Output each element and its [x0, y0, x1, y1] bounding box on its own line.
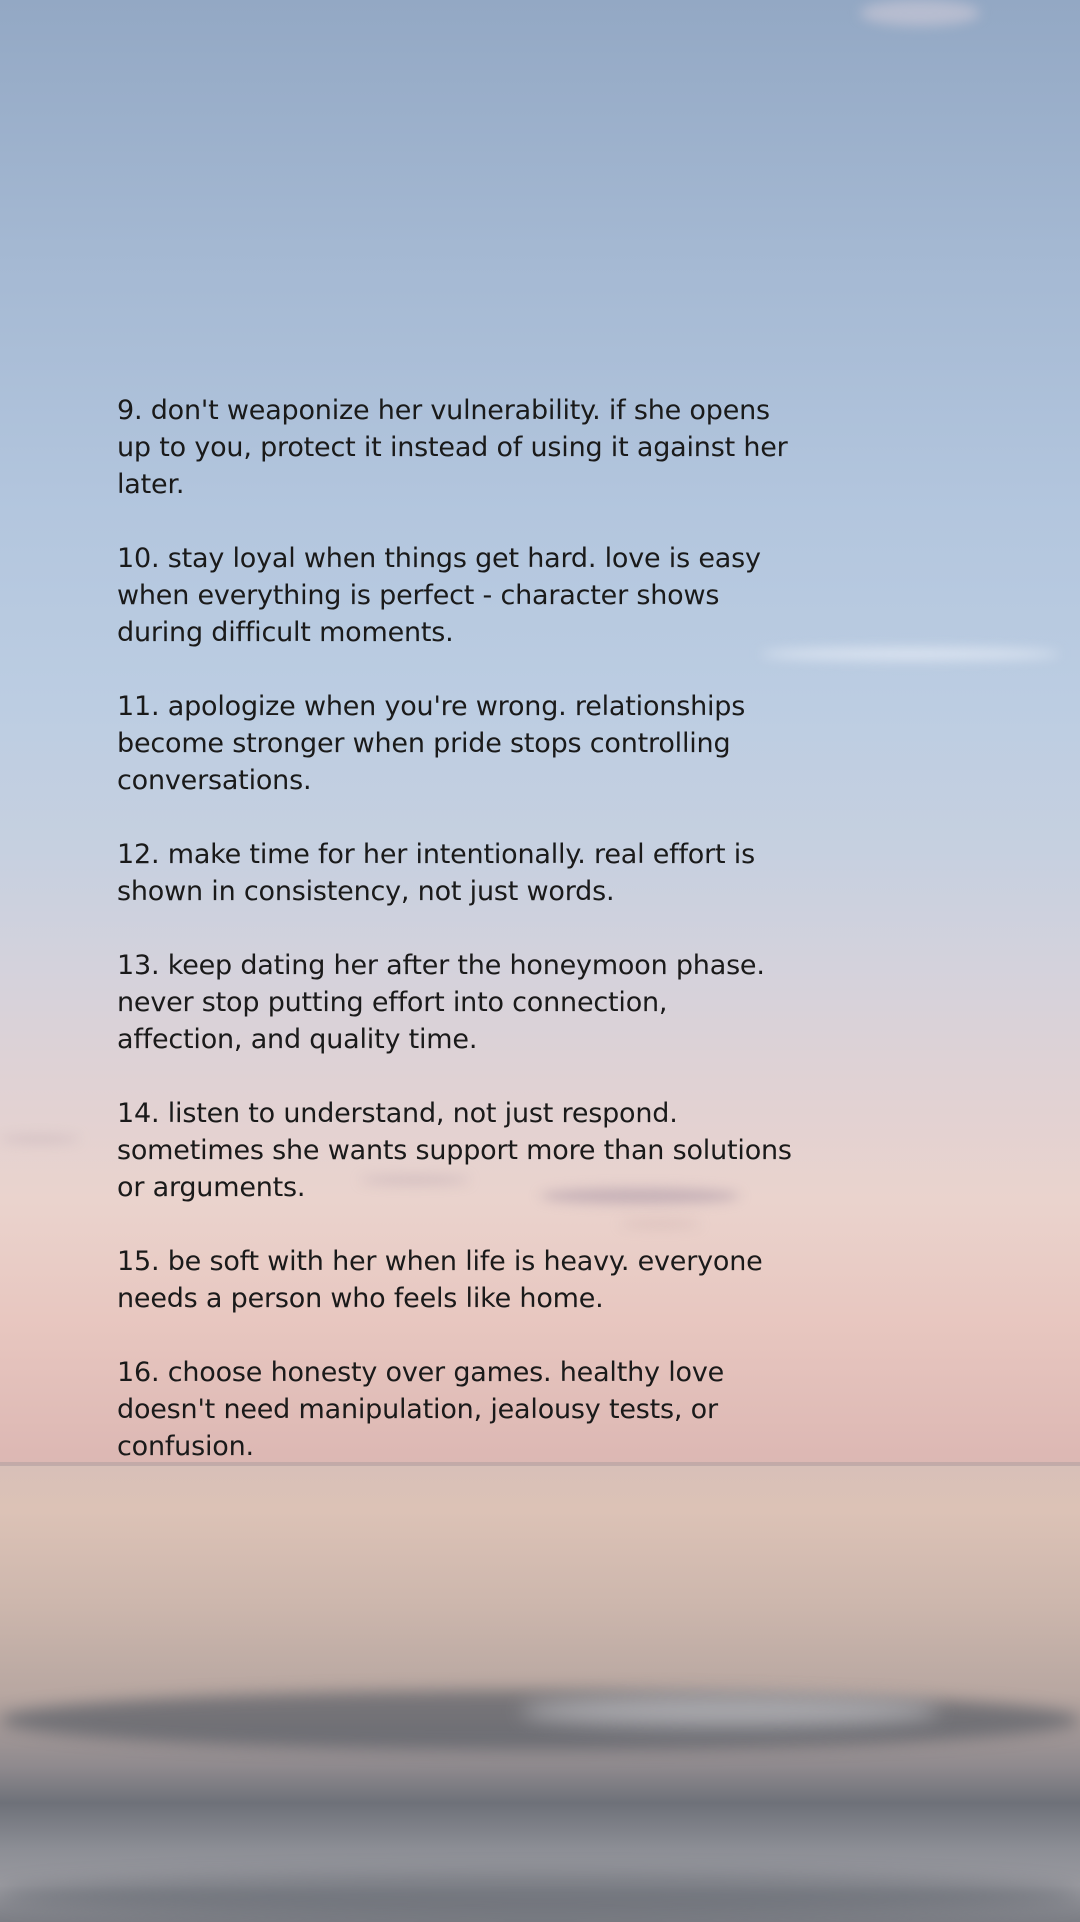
tip-13: 13. keep dating her after the honeymoon phase. never stop putting effort into connection, affection, and quality time.: [117, 950, 765, 1055]
tip-12: 12. make time for her intentionally. real effort is shown in consistency, not just words.: [117, 839, 755, 907]
ocean-wave: [0, 1690, 1080, 1750]
tip-15: 15. be soft with her when life is heavy. everyone needs a person who feels like home.: [117, 1246, 763, 1314]
tip-14: 14. listen to understand, not just respond. sometimes she wants support more than solutions or arguments.: [117, 1098, 792, 1203]
cloud: [860, 0, 980, 26]
cloud: [0, 1135, 80, 1143]
tip-9: 9. don't weaponize her vulnerability. if she opens up to you, protect it instead of using it against her later.: [117, 395, 788, 500]
tip-10: 10. stay loyal when things get hard. love is easy when everything is perfect - character shows during difficult moments.: [117, 543, 761, 648]
tip-11: 11. apologize when you're wrong. relationships become stronger when pride stops controlling conversations.: [117, 691, 746, 796]
ocean-wave: [0, 1875, 1080, 1915]
tips-text-block: [117, 392, 837, 1502]
tip-16: 16. choose honesty over games. healthy love doesn't need manipulation, jealousy tests, or confusion.: [117, 1357, 725, 1462]
wave-foam: [520, 1696, 940, 1726]
